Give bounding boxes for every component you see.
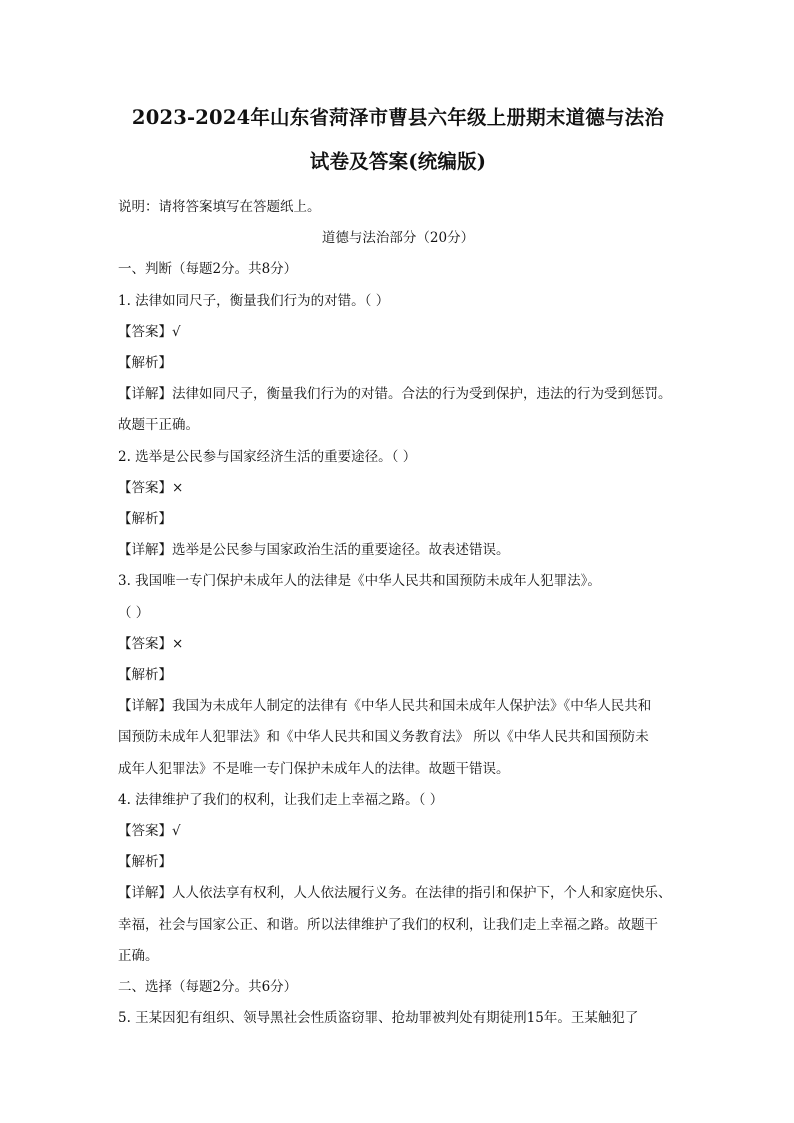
q3-detail-line-2: 国预防未成年人犯罪法》和《中华人民共和国义务教育法》 所以《中华人民共和国预防未 (118, 729, 649, 746)
part-heading: 道德与法治部分（20分） (321, 230, 475, 247)
q3-question-line-2: （ ） (118, 604, 150, 621)
q4-answer (118, 816, 678, 847)
q4-detail-tag: 【详解】 (118, 885, 172, 902)
q1-answer-value: √ (172, 323, 181, 340)
q2-analysis-tag: 【解析】 (118, 511, 172, 528)
q3-detail-text-1: 我国为未成年人制定的法律有《中华人民共和国未成年人保护法》《中华人民共和 (172, 698, 652, 715)
title-line-2: 试卷及答案(统编版) (309, 150, 487, 173)
document-page (118, 98, 678, 1034)
q5-question-line-1: 5. 王某因犯有组织、领导黑社会性质盗窃罪、抢劫罪被判处有期徒刑15年。王某触犯了 (118, 1010, 639, 1027)
q2-question: 2. 选举是公民参与国家经济生活的重要途径。（ ） (118, 448, 417, 465)
q4-detail-line-2: 幸福，社会与国家公正、和谐。所以法律维护了我们的权利，让我们走上幸福之路。故题干 (118, 916, 658, 933)
q3-question-line-1: 3. 我国唯一专门保护未成年人的法律是《中华人民共和国预防未成年人犯罪法》。 (118, 573, 601, 590)
q4-question: 4. 法律维护了我们的权利，让我们走上幸福之路。（ ） (118, 791, 444, 808)
q2-detail-tag: 【详解】 (118, 542, 172, 559)
q2-answer (118, 473, 678, 504)
q4-detail-line-3: 正确。 (118, 947, 159, 964)
q2-detail-text-1: 选举是公民参与国家政治生活的重要途径。故表述错误。 (172, 542, 510, 559)
title-line-1: 2023-2024年山东省菏泽市曹县六年级上册期末道德与法治 (131, 106, 665, 129)
q3-detail-line-1 (118, 691, 678, 722)
q1-detail-text-1: 法律如同尺子，衡量我们行为的对错。合法的行为受到保护，违法的行为受到惩罚。 (172, 386, 672, 403)
q3-detail-tag: 【详解】 (118, 698, 172, 715)
q4-answer-value: √ (172, 823, 181, 840)
q2-detail-line-1 (118, 535, 678, 566)
document-body (118, 192, 678, 1034)
q3-answer (118, 629, 678, 660)
q1-detail-line-1 (118, 379, 678, 410)
q4-answer-tag: 【答案】 (118, 823, 172, 840)
q1-detail-line-2: 故题干正确。 (118, 417, 199, 434)
q4-detail-text-1: 人人依法享有权利，人人依法履行义务。在法律的指引和保护下，个人和家庭快乐、 (172, 885, 672, 902)
instruction-text: 说明：请将答案填写在答题纸上。 (118, 199, 321, 215)
q1-analysis-tag: 【解析】 (118, 355, 172, 372)
q1-answer (118, 317, 678, 348)
section-1-heading: 一、判断（每题2分。共8分） (118, 261, 298, 278)
document-title (118, 98, 678, 182)
q1-detail-tag: 【详解】 (118, 386, 172, 403)
q3-analysis-tag: 【解析】 (118, 667, 172, 684)
q1-question: 1. 法律如同尺子，衡量我们行为的对错。（ ） (118, 292, 390, 309)
q3-answer-tag: 【答案】 (118, 635, 172, 652)
q4-analysis-tag: 【解析】 (118, 854, 172, 871)
q2-answer-value: × (172, 479, 184, 496)
section-2-heading: 二、选择（每题2分。共6分） (118, 979, 298, 996)
q4-detail-line-1 (118, 878, 678, 909)
q2-answer-tag: 【答案】 (118, 479, 172, 496)
q3-detail-line-3: 成年人犯罪法》不是唯一专门保护未成年人的法律。故题干错误。 (118, 760, 510, 777)
q3-answer-value: × (172, 635, 184, 652)
q1-answer-tag: 【答案】 (118, 323, 172, 340)
